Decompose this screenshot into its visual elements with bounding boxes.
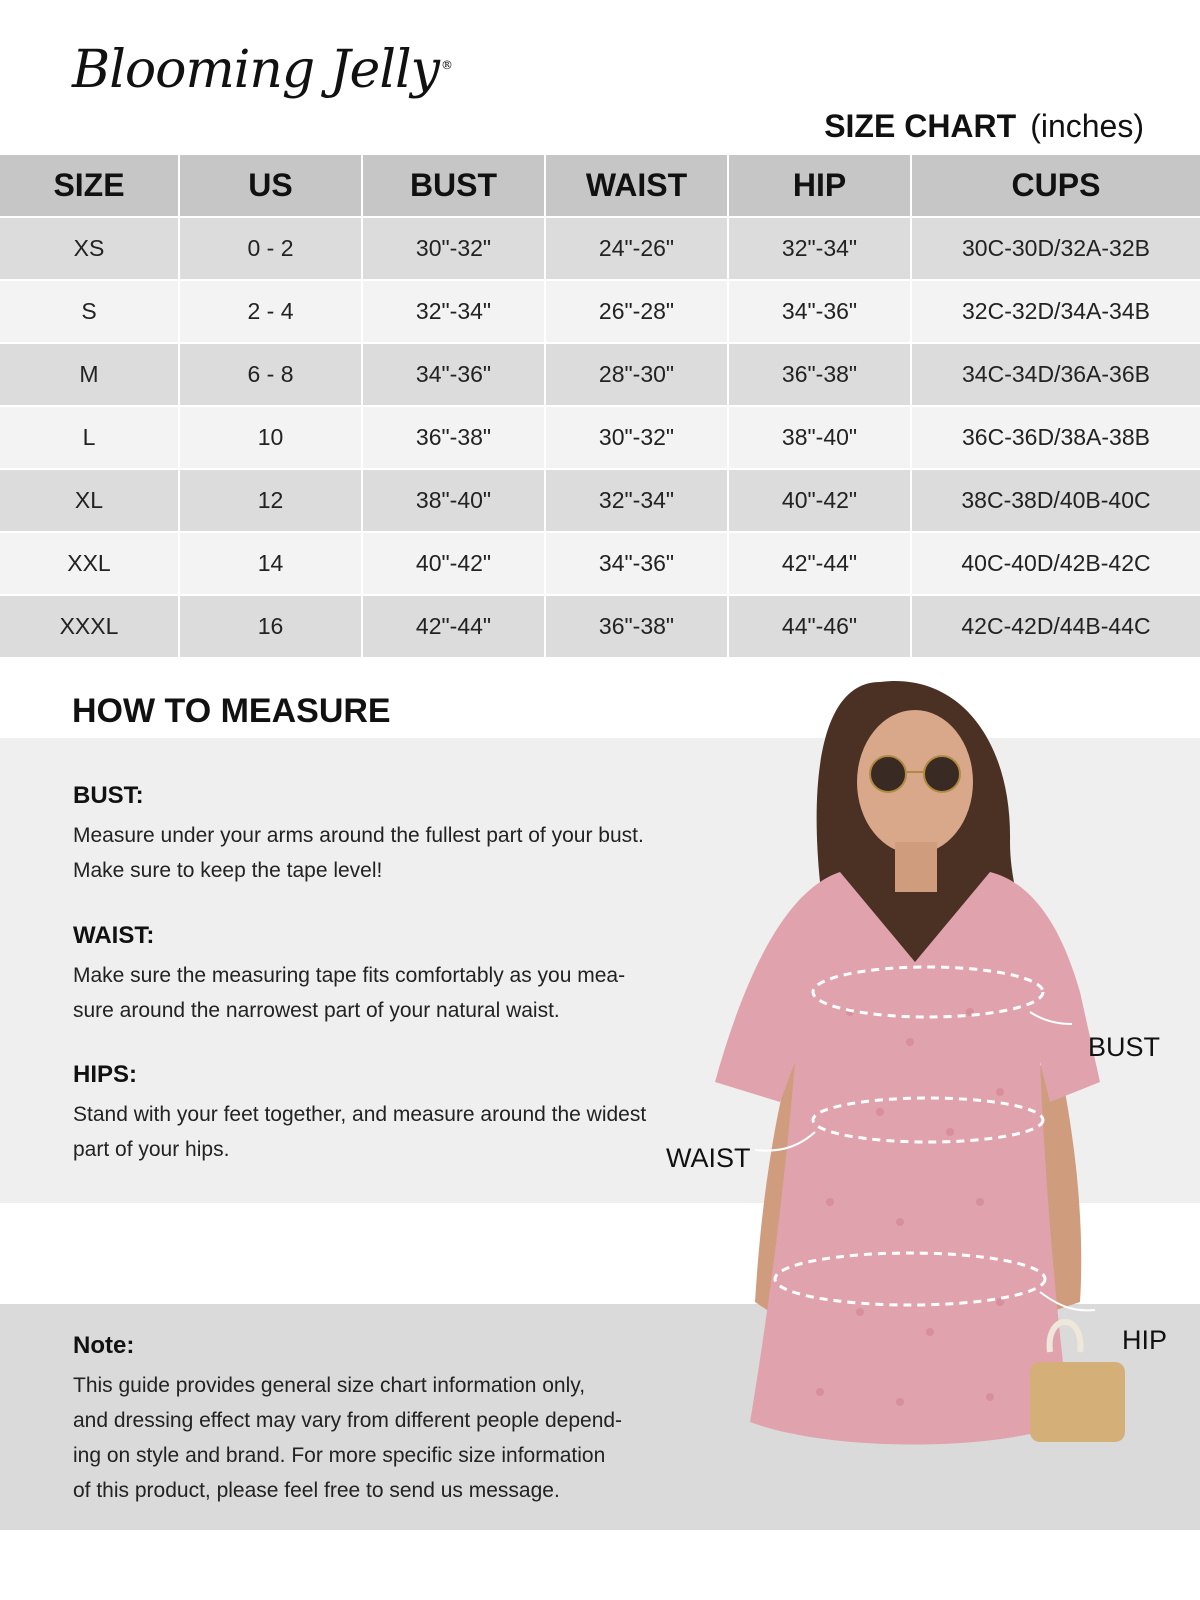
- cell-waist: 28"-30": [545, 343, 728, 406]
- cell-bust: 42"-44": [362, 595, 545, 658]
- cell-bust: 34"-36": [362, 343, 545, 406]
- cell-size: L: [0, 406, 179, 469]
- cell-waist: 32"-34": [545, 469, 728, 532]
- cell-size: S: [0, 280, 179, 343]
- cell-size: XL: [0, 469, 179, 532]
- note-block: [73, 1332, 673, 1508]
- cell-size: XXXL: [0, 595, 179, 658]
- cell-us: 2 - 4: [179, 280, 362, 343]
- hips-instructions: [73, 1061, 673, 1167]
- table-row: [0, 217, 1200, 280]
- note-text: This guide provides general size chart information only, and dressing effect may vary from different people depend- ing on style and brand. For more specific size information of this product, please feel free to send us message.: [73, 1374, 623, 1502]
- cell-bust: 38"-40": [362, 469, 545, 532]
- registered-mark: ®: [440, 57, 452, 72]
- cell-waist: 34"-36": [545, 532, 728, 595]
- cell-bust: 32"-34": [362, 280, 545, 343]
- cell-waist: 26"-28": [545, 280, 728, 343]
- hip-callout: HIP: [1122, 1325, 1168, 1355]
- cell-hip: 34"-36": [728, 280, 911, 343]
- cell-hip: 36"-38": [728, 343, 911, 406]
- waist-text: Make sure the measuring tape fits comfortably as you mea- sure around the narrowest part of your natural waist.: [73, 964, 626, 1022]
- size-chart-unit: (inches): [1030, 108, 1144, 144]
- header-cups: CUPS: [911, 155, 1200, 217]
- header-hip: HIP: [728, 155, 911, 217]
- table-row: [0, 469, 1200, 532]
- cell-cups: 30C-30D/32A-32B: [911, 217, 1200, 280]
- bust-heading: BUST:: [73, 782, 144, 809]
- cell-us: 16: [179, 595, 362, 658]
- table-row: [0, 595, 1200, 658]
- hips-text: Stand with your feet together, and measure around the widest part of your hips.: [73, 1103, 647, 1161]
- cell-us: 10: [179, 406, 362, 469]
- bust-instructions: [73, 782, 673, 888]
- cell-hip: 32"-34": [728, 217, 911, 280]
- note-heading: Note:: [73, 1332, 135, 1359]
- cell-hip: 42"-44": [728, 532, 911, 595]
- cell-waist: 30"-32": [545, 406, 728, 469]
- cell-hip: 38"-40": [728, 406, 911, 469]
- header-us: US: [179, 155, 362, 217]
- hips-heading: HIPS:: [73, 1061, 138, 1088]
- cell-us: 14: [179, 532, 362, 595]
- cell-waist: 36"-38": [545, 595, 728, 658]
- cell-cups: 38C-38D/40B-40C: [911, 469, 1200, 532]
- cell-cups: 36C-36D/38A-38B: [911, 406, 1200, 469]
- waist-callout: WAIST: [666, 1143, 751, 1173]
- cell-hip: 44"-46": [728, 595, 911, 658]
- cell-size: XXL: [0, 532, 179, 595]
- header-bust: BUST: [362, 155, 545, 217]
- cell-us: 12: [179, 469, 362, 532]
- table-header-row: [0, 155, 1200, 217]
- cell-cups: 42C-42D/44B-44C: [911, 595, 1200, 658]
- cell-hip: 40"-42": [728, 469, 911, 532]
- cell-cups: 40C-40D/42B-42C: [911, 532, 1200, 595]
- header-waist: WAIST: [545, 155, 728, 217]
- size-chart-title: SIZE CHART: [824, 108, 1017, 144]
- table-row: [0, 343, 1200, 406]
- model-photo: [700, 662, 1160, 1532]
- table-row: [0, 406, 1200, 469]
- cell-waist: 24"-26": [545, 217, 728, 280]
- table-row: [0, 280, 1200, 343]
- bust-callout: BUST: [1088, 1032, 1161, 1062]
- table-row: [0, 532, 1200, 595]
- header-size: SIZE: [0, 155, 179, 217]
- cell-bust: 36"-38": [362, 406, 545, 469]
- brand-logo: [72, 40, 452, 100]
- waist-instructions: [73, 922, 673, 1028]
- cell-us: 0 - 2: [179, 217, 362, 280]
- bust-text: Measure under your arms around the fullest part of your bust. Make sure to keep the tape level!: [73, 824, 644, 882]
- waist-heading: WAIST:: [73, 922, 155, 949]
- cell-us: 6 - 8: [179, 343, 362, 406]
- cell-cups: 34C-34D/36A-36B: [911, 343, 1200, 406]
- model-neck: [895, 842, 937, 892]
- size-chart-heading: [824, 108, 1144, 145]
- cell-size: XS: [0, 217, 179, 280]
- how-to-measure-title: HOW TO MEASURE: [72, 692, 391, 730]
- cell-bust: 40"-42": [362, 532, 545, 595]
- size-table: [0, 155, 1200, 659]
- cell-size: M: [0, 343, 179, 406]
- cell-cups: 32C-32D/34A-34B: [911, 280, 1200, 343]
- cell-bust: 30"-32": [362, 217, 545, 280]
- brand-name: Blooming Jelly: [72, 40, 439, 100]
